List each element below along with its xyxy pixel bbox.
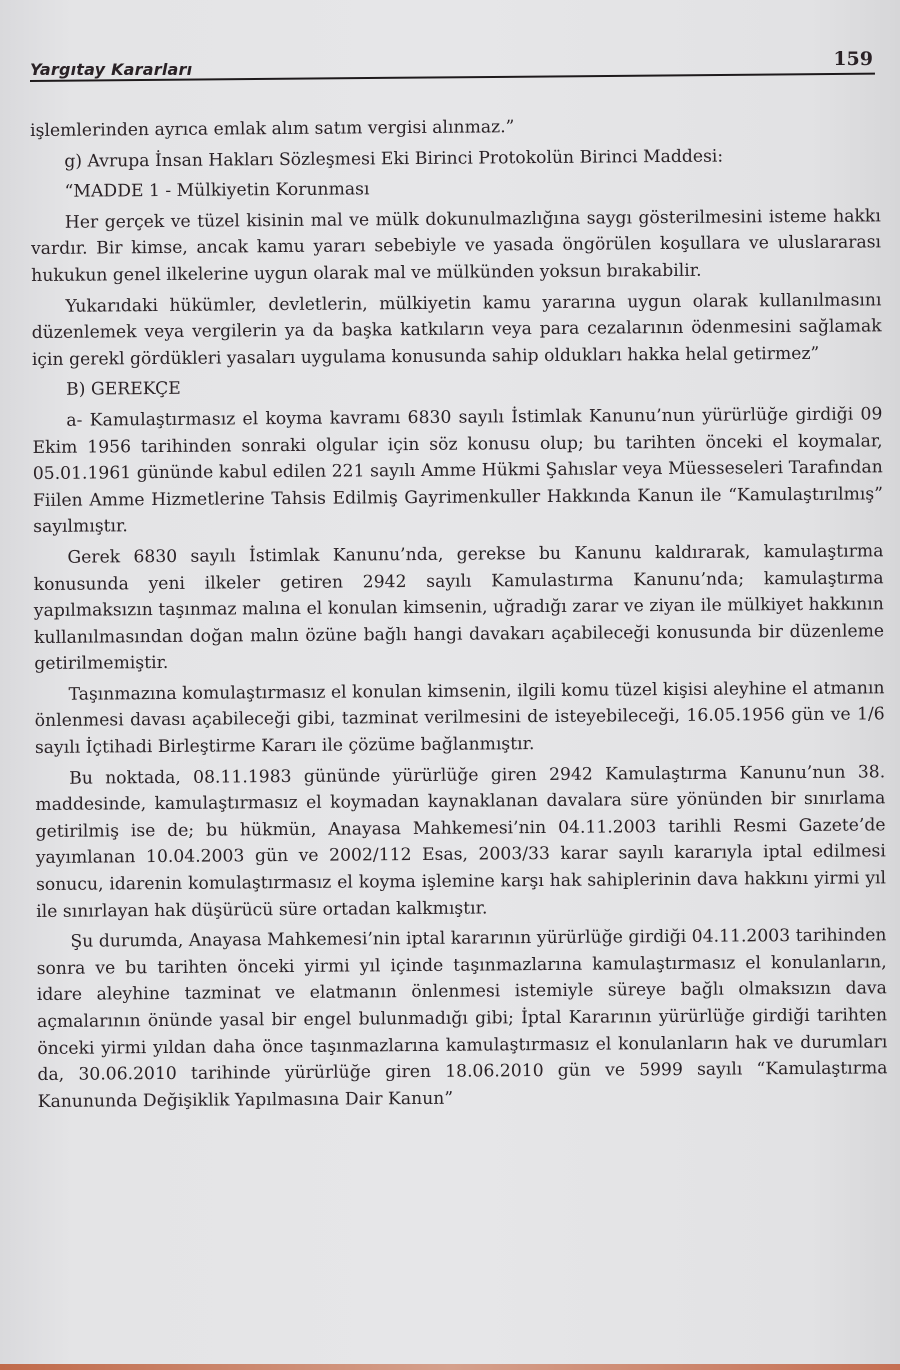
body-text (30, 111, 888, 1119)
page-bottom-edge (0, 1364, 900, 1370)
running-title: Yargıtay Kararları (30, 60, 193, 79)
page-number: 159 (833, 48, 873, 70)
paragraph: Bu noktada, 08.11.1983 gününde yürürlüğe giren 2942 Kamulaştırma Kanunu’nun 38. maddesinde, kamulaştırmasız el koymadan kaynaklanan davalara süre yönünden bir sınırlama getirilmiş ise de; bu hükmün, Anayasa Mahkemesi’nin 04.11.2003 tarihli Resmi Gazete’de yayımlanan 10.04.2003 gün ve 2002/112 Esas, 2003/33 karar sayılı kararıyla iptal edilmesi sonucu, idarenin komulaştırmasız el koyma işlemine karşı hak sahiplerinin dava hakkını yirmi yıl ile sınırlayan hak düşürücü süre ortadan kalkmıştır. (35, 761, 887, 922)
paragraph: Her gerçek ve tüzel kisinin mal ve mülk dokunulmazlığına saygı gösterilmesini isteme hakkı vardır. Bir kimse, ancak kamu yararı sebebiyle ve yasada öngörülen koşullara ve uluslararası hukukun genel ilkelerine uygun olarak mal ve mülkünden yoksun bırakabilir. (30, 206, 882, 286)
paragraph: a- Kamulaştırmasız el koyma kavramı 6830 sayılı İstimlak Kanunu’nun yürürlüğe girdiği 09 Ekim 1956 tarihinden sonraki olgular için söz konusu olup; bu tarihten önceki el koymalar, 05.01.1961 gününde kabul edilen 221 sayılı Amme Hükmi Şahıslar veya Müesseseleri Tarafından Fiilen Amme Hizmetlerine Tahsis Edilmiş Gayrimenkuller Hakkında Kanun ile “Kamulaştırılmış” sayılmıştır. (32, 404, 884, 538)
paragraph: işlemlerinden ayrıca emlak alım satım vergisi alınmaz.” (30, 117, 515, 141)
paragraph: Taşınmazına komulaştırmasız el konulan kimsenin, ilgili komu tüzel kişisi aleyhine el atmanın önlenmesi davası açabileceği gibi, tazminat verilmesini de isteyebileceği, 16.05.1956 gün ve 1/6 sayılı İçtihadi Birleştirme Kararı ile çözüme bağlanmıştır. (34, 678, 885, 759)
paragraph: Yukarıdaki hükümler, devletlerin, mülkiyetin kamu yararına uygun olarak kullanılmasını düzenlemek veya vergilerin ya da başka katkıların veya para cezalarının ödenmesini sağlamak için gerekl gördükleri yasaları uygulama konusunda sahip oldukları hakka helal getirmez” (31, 289, 882, 370)
paragraph: g) Avrupa İnsan Hakları Sözleşmesi Eki Birinci Protokolün Birinci Maddesi: (64, 146, 724, 172)
paragraph: Şu durumda, Anayasa Mahkemesi’nin iptal kararının yürürlüğe girdiği 04.11.2003 tarihinden sonra ve bu tarihten önceki yirmi yıl içinde taşınmazlarına kamulaştırmasız el konulanların, idare aleyhine tazminat ve elatmanın önlenmesi istemiyle süreye bağlı olmaksızın dava açmalarının önünde yasal bir engel bulunmadığı gibi; İptal Kararının yürürlüğe girdiği tarihten önceki yirmi yıldan daha önce taşınmazlarına kamulaştırmasız el konulanların hak ve durumları da, 30.06.2010 tarihinde yürürlüğe giren 18.06.2010 gün ve 5999 sayılı “Kamulaştırma Kanununda Değişiklik Yapılmasına Dair Kanun” (36, 925, 888, 1112)
section-heading: B) GEREKÇE (66, 379, 181, 401)
running-header (30, 50, 875, 84)
article-heading: “MADDE 1 - Mülkiyetin Korunması (64, 179, 370, 202)
paragraph: Gerek 6830 sayılı İstimlak Kanunu’nda, gerekse bu Kanunu kaldırarak, kamulaştırma konusunda yeni ilkeler getiren 2942 sayılı Kamulastırma Kanunu’nda; kamulaştırma yapılmaksızın taşınmaz malına el konulan kimsenin, uğradığı zarar ve ziyan ile mülkiyet hakkının kullanılmasından doğan malın özüne bağlı hangi davakarı açabileceği konusunda bir düzenleme getirilmemiştir. (33, 541, 885, 675)
